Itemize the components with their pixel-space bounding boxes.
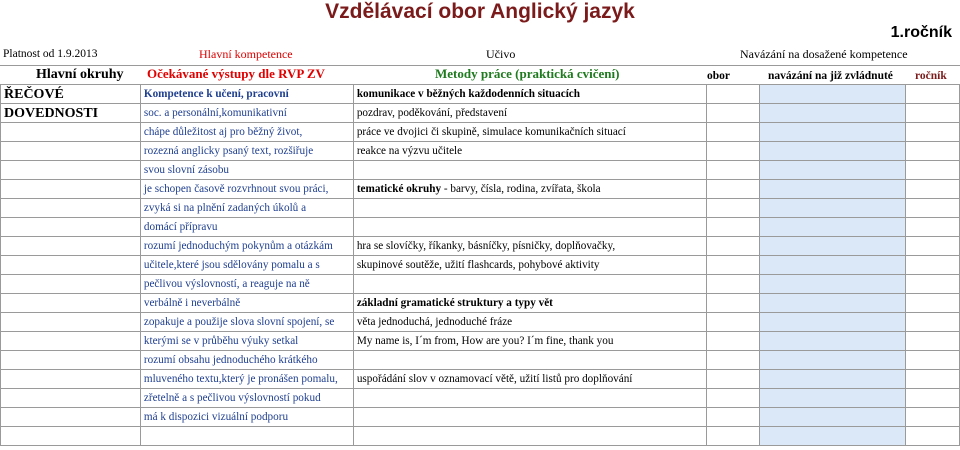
field-header: obor — [707, 70, 730, 82]
curriculum-table — [0, 84, 960, 446]
area-cell: DOVEDNOSTI — [1, 104, 141, 123]
method-cell — [353, 408, 706, 427]
year-header: ročník — [915, 70, 947, 82]
area-cell — [1, 370, 141, 389]
year-cell — [906, 351, 960, 370]
year-cell — [906, 104, 960, 123]
expected-outputs-header: Očekávané výstupy dle RVP ZV — [147, 66, 325, 81]
method-cell: hra se slovíčky, říkanky, básníčky, písničky, doplňovačky, — [353, 237, 706, 256]
year-cell — [906, 370, 960, 389]
year-cell — [906, 408, 960, 427]
table-row — [1, 332, 960, 351]
expected-output-cell: chápe důležitost aj pro běžný život, — [140, 123, 353, 142]
method-cell — [353, 199, 706, 218]
link-cell — [760, 218, 906, 237]
link-cell — [760, 370, 906, 389]
expected-output-cell: je schopen časově rozvrhnout svou práci, — [140, 180, 353, 199]
area-cell — [1, 237, 141, 256]
area-cell — [1, 408, 141, 427]
follow-up-header: Navázání na dosažené kompetence — [740, 47, 908, 61]
table-row — [1, 408, 960, 427]
method-cell: uspořádání slov v oznamovací větě, užití listů pro doplňování — [353, 370, 706, 389]
field-cell — [706, 218, 760, 237]
table-row — [1, 389, 960, 408]
method-cell: reakce na výzvu učitele — [353, 142, 706, 161]
field-cell — [706, 85, 760, 104]
area-cell — [1, 199, 141, 218]
expected-output-cell: Kompetence k učení, pracovní — [140, 85, 353, 104]
expected-output-cell: rozumí jednoduchým pokynům a otázkám — [140, 237, 353, 256]
method-cell: věta jednoduchá, jednoduché fráze — [353, 313, 706, 332]
link-cell — [760, 123, 906, 142]
table-row — [1, 275, 960, 294]
area-cell — [1, 218, 141, 237]
field-cell — [706, 275, 760, 294]
curriculum-header: Učivo — [486, 47, 516, 61]
year-cell — [906, 123, 960, 142]
method-cell: tematické okruhy - barvy, čísla, rodina, zvířata, škola — [353, 180, 706, 199]
link-cell — [760, 104, 906, 123]
table-row — [1, 142, 960, 161]
link-cell — [760, 332, 906, 351]
table-row — [1, 199, 960, 218]
year-cell — [906, 427, 960, 446]
field-cell — [706, 123, 760, 142]
area-cell — [1, 427, 141, 446]
year-cell — [906, 256, 960, 275]
area-cell — [1, 275, 141, 294]
year-cell — [906, 275, 960, 294]
link-cell — [760, 199, 906, 218]
table-row — [1, 104, 960, 123]
expected-output-cell: soc. a personální,komunikativní — [140, 104, 353, 123]
field-cell — [706, 237, 760, 256]
link-cell — [760, 389, 906, 408]
expected-output-cell: mluveného textu,který je pronášen pomalu, — [140, 370, 353, 389]
method-cell: práce ve dvojici či skupině, simulace komunikačních situací — [353, 123, 706, 142]
area-cell: ŘEČOVÉ — [1, 85, 141, 104]
table-row — [1, 313, 960, 332]
year-cell — [906, 313, 960, 332]
method-cell: komunikace v běžných každodenních situacích — [353, 85, 706, 104]
area-cell — [1, 256, 141, 275]
field-cell — [706, 408, 760, 427]
field-cell — [706, 142, 760, 161]
table-row — [1, 237, 960, 256]
link-cell — [760, 256, 906, 275]
field-cell — [706, 161, 760, 180]
table-row — [1, 123, 960, 142]
field-cell — [706, 256, 760, 275]
methods-header: Metody práce (praktická cvičení) — [435, 66, 620, 81]
year-cell — [906, 85, 960, 104]
year-cell — [906, 237, 960, 256]
document-title: Vzdělávací obor Anglický jazyk — [325, 0, 635, 23]
grade-label: 1.ročník — [890, 24, 952, 41]
field-cell — [706, 332, 760, 351]
area-cell — [1, 389, 141, 408]
expected-output-cell: pečlivou výslovností, a reaguje na ně — [140, 275, 353, 294]
year-cell — [906, 218, 960, 237]
link-cell — [760, 275, 906, 294]
key-competence-header: Hlavní kompetence — [199, 47, 293, 61]
expected-output-cell: má k dispozici vizuální podporu — [140, 408, 353, 427]
field-cell — [706, 180, 760, 199]
expected-output-cell: kterými se v průběhu výuky setkal — [140, 332, 353, 351]
year-cell — [906, 180, 960, 199]
table-row — [1, 256, 960, 275]
expected-output-cell: rozumí obsahu jednoduchého krátkého — [140, 351, 353, 370]
field-cell — [706, 389, 760, 408]
table-row — [1, 180, 960, 199]
method-cell: základní gramatické struktury a typy vět — [353, 294, 706, 313]
expected-output-cell — [140, 427, 353, 446]
area-cell — [1, 180, 141, 199]
method-cell — [353, 389, 706, 408]
expected-output-cell: svou slovní zásobu — [140, 161, 353, 180]
link-cell — [760, 294, 906, 313]
year-cell — [906, 199, 960, 218]
link-cell — [760, 427, 906, 446]
area-cell — [1, 142, 141, 161]
year-cell — [906, 389, 960, 408]
link-header: navázání na již zvládnuté — [768, 70, 893, 82]
method-cell — [353, 427, 706, 446]
expected-output-cell: rozezná anglicky psaný text, rozšiřuje — [140, 142, 353, 161]
field-cell — [706, 199, 760, 218]
link-cell — [760, 237, 906, 256]
expected-output-cell: učitele,které jsou sdělovány pomalu a s — [140, 256, 353, 275]
link-cell — [760, 85, 906, 104]
validity-date: Platnost od 1.9.2013 — [3, 48, 98, 60]
area-cell — [1, 351, 141, 370]
field-cell — [706, 351, 760, 370]
method-cell — [353, 275, 706, 294]
expected-output-cell: zvyká si na plnění zadaných úkolů a — [140, 199, 353, 218]
link-cell — [760, 313, 906, 332]
method-cell — [353, 351, 706, 370]
main-areas-header: Hlavní okruhy — [36, 67, 124, 82]
method-cell — [353, 161, 706, 180]
link-cell — [760, 161, 906, 180]
method-cell: My name is, I´m from, How are you? I´m fine, thank you — [353, 332, 706, 351]
year-cell — [906, 161, 960, 180]
year-cell — [906, 142, 960, 161]
method-cell — [353, 218, 706, 237]
table-row — [1, 161, 960, 180]
area-cell — [1, 123, 141, 142]
link-cell — [760, 180, 906, 199]
expected-output-cell: domácí přípravu — [140, 218, 353, 237]
expected-output-cell: verbálně i neverbálně — [140, 294, 353, 313]
expected-output-cell: zopakuje a použije slova slovní spojení, se — [140, 313, 353, 332]
link-cell — [760, 142, 906, 161]
field-cell — [706, 370, 760, 389]
expected-output-cell: zřetelně a s pečlivou výslovností pokud — [140, 389, 353, 408]
area-cell — [1, 313, 141, 332]
table-row — [1, 351, 960, 370]
method-cell: skupinové soutěže, užití flashcards, pohybové aktivity — [353, 256, 706, 275]
year-cell — [906, 332, 960, 351]
table-row — [1, 427, 960, 446]
link-cell — [760, 351, 906, 370]
field-cell — [706, 427, 760, 446]
link-cell — [760, 408, 906, 427]
table-row — [1, 85, 960, 104]
table-row — [1, 218, 960, 237]
field-cell — [706, 313, 760, 332]
field-cell — [706, 104, 760, 123]
field-cell — [706, 294, 760, 313]
year-cell — [906, 294, 960, 313]
area-cell — [1, 332, 141, 351]
table-row — [1, 370, 960, 389]
method-cell: pozdrav, poděkování, představení — [353, 104, 706, 123]
table-row — [1, 294, 960, 313]
area-cell — [1, 294, 141, 313]
area-cell — [1, 161, 141, 180]
